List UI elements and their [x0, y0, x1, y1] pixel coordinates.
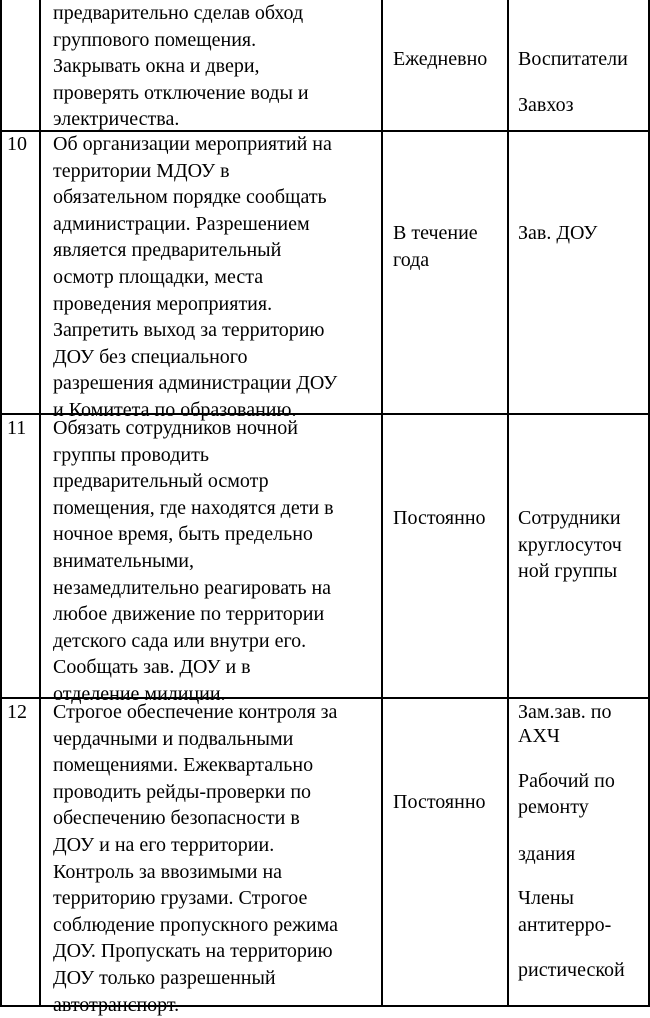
table-border-left — [0, 0, 2, 1007]
row-text — [53, 415, 334, 708]
row-text — [53, 131, 337, 424]
text-line: чердачными и подвальными — [53, 727, 294, 750]
text-line: незамедлительно реагировать на — [53, 576, 332, 599]
row-responsible: Воспитатели — [518, 48, 628, 70]
text-line: детского сада или внутри его. — [53, 629, 307, 652]
responsible-text: круглосуточ — [518, 533, 622, 556]
text-line: проведения мероприятия. — [53, 292, 273, 315]
text-line: соблюдение пропускного режима — [53, 913, 338, 936]
text-line: обязательном порядке сообщать — [53, 186, 327, 209]
text-line: территории МДОУ в — [53, 159, 230, 182]
text-line: группового помещения. — [53, 28, 257, 51]
responsible-text: ной группы — [518, 560, 618, 583]
text-line: обеспечению безопасности в — [53, 807, 300, 830]
text-line: Об организации мероприятий на — [53, 133, 332, 155]
text-line: внимательными, — [53, 549, 194, 572]
text-line: любое движение по территории — [53, 603, 325, 626]
text-line: предварительно сделав обход — [53, 2, 304, 24]
text-line: Закрывать окна и двери, — [53, 55, 260, 78]
row-responsible: антитерро- — [518, 914, 612, 936]
text-line: осмотр площадки, места — [53, 265, 264, 288]
text-line: отделение милиции. — [53, 682, 226, 705]
text-line: ДОУ. Пропускать на территорию — [53, 940, 333, 963]
table-column-divider — [381, 0, 383, 1007]
row-period — [393, 505, 486, 532]
text-line: проверять отключение воды и — [53, 81, 309, 104]
row-responsible: Члены — [518, 887, 574, 909]
text-line: Строгое обеспечение контроля за — [53, 701, 338, 723]
table-column-divider — [507, 0, 509, 1007]
row-responsible: ремонту — [518, 796, 589, 818]
row-responsible: Завхоз — [518, 94, 574, 116]
row-number — [7, 131, 27, 158]
text-line: группы проводить — [53, 443, 209, 466]
text-line: территорию грузами. Строгое — [53, 887, 308, 910]
text-line: является предварительный — [53, 239, 282, 262]
row-number-text: 10 — [7, 133, 27, 155]
text-line: ночное время, быть предельно — [53, 523, 313, 546]
text-line: ДОУ только разрешенный — [53, 966, 276, 989]
row-period — [393, 46, 487, 73]
text-line: проводить рейды-проверки по — [53, 780, 312, 803]
row-responsible: Зав. ДОУ — [518, 222, 598, 244]
period-text: года — [393, 248, 430, 271]
text-line: администрации. Разрешением — [53, 212, 310, 235]
period-text: Постоянно — [393, 791, 486, 813]
text-line: Сообщать зав. ДОУ и в — [53, 656, 251, 679]
table-border-right — [648, 0, 650, 1007]
row-text — [53, 699, 338, 1018]
text-line: помещения, где находятся дети в — [53, 496, 334, 519]
text-line: разрешения администрации ДОУ — [53, 372, 338, 395]
row-number-text: 11 — [7, 417, 27, 439]
text-line: электричества. — [53, 108, 180, 131]
row-number-text: 12 — [7, 701, 27, 723]
row-period — [393, 789, 486, 816]
responsible-text: Сотрудники — [518, 507, 621, 529]
row-responsible: ристической — [518, 959, 625, 981]
row-responsible — [518, 505, 622, 585]
table-column-divider — [39, 0, 41, 1007]
row-number — [7, 415, 26, 442]
text-line: автотранспорт. — [53, 993, 180, 1016]
row-number — [7, 699, 27, 726]
row-responsible: Зам.зав. по — [518, 701, 612, 723]
row-responsible: здания — [518, 843, 576, 865]
text-line: Контроль за ввозимыми на — [53, 860, 283, 883]
text-line: ДОУ без специального — [53, 345, 248, 368]
text-line: ДОУ и на его территории. — [53, 833, 275, 856]
row-responsible: АХЧ — [518, 725, 560, 747]
text-line: помещениями. Ежеквартально — [53, 754, 314, 777]
text-line: и Комитета по образованию. — [53, 398, 297, 421]
text-line: Обязать сотрудников ночной — [53, 417, 298, 439]
text-line: предварительный осмотр — [53, 470, 269, 493]
row-responsible: Рабочий по — [518, 770, 615, 792]
row-period — [393, 220, 478, 273]
period-text: Ежедневно — [393, 48, 488, 70]
text-line: Запретить выход за территорию — [53, 319, 325, 342]
row-text — [53, 0, 309, 133]
period-text: Постоянно — [393, 507, 486, 529]
period-text: В течение — [393, 222, 478, 244]
